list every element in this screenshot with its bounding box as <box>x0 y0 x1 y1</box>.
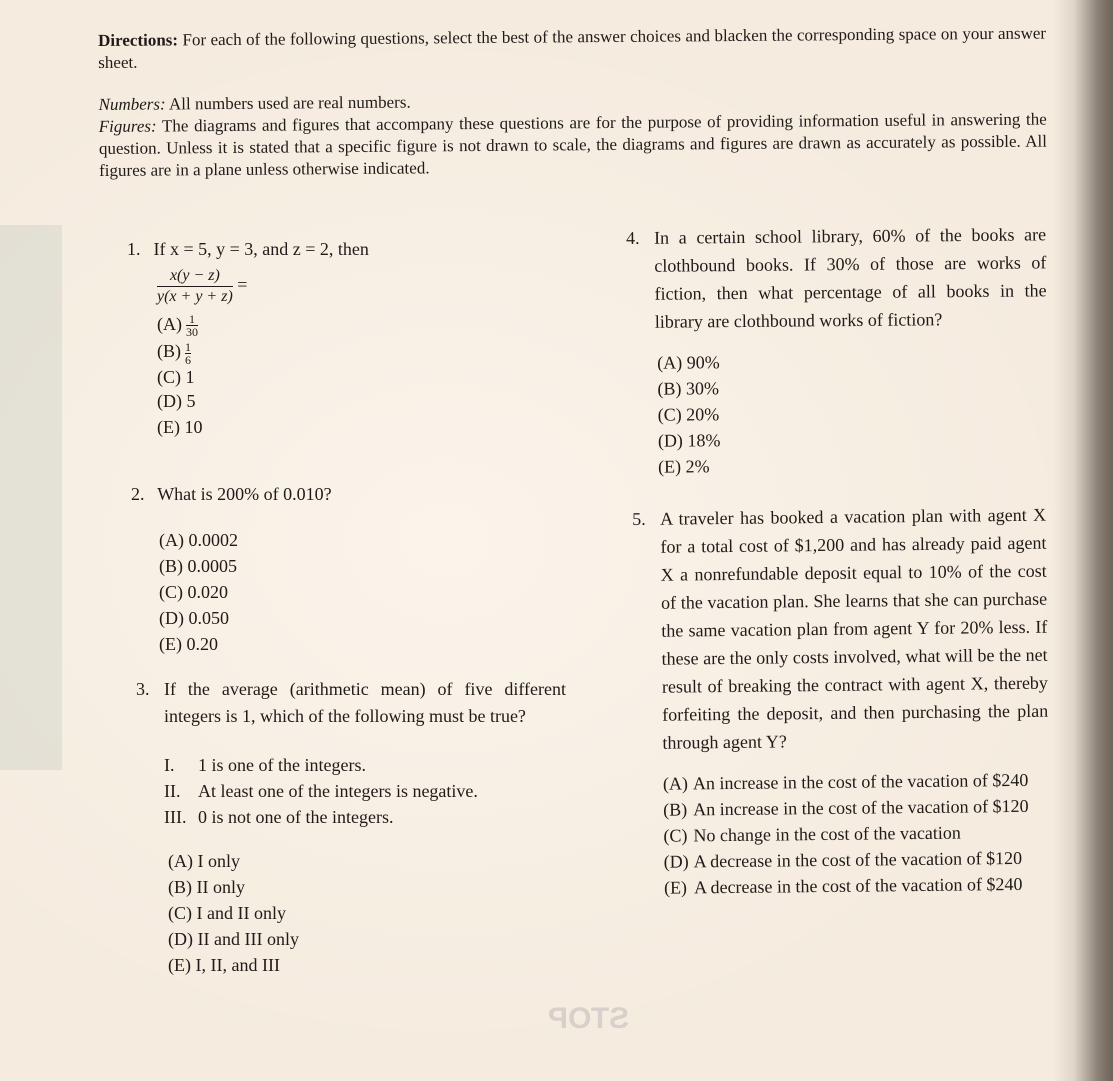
question-3 <box>136 676 566 978</box>
answer-choice-e[interactable] <box>664 871 1050 901</box>
choice-letter: (B) <box>168 877 192 897</box>
numerator: 1 <box>185 339 191 354</box>
statement-numeral: II. <box>164 781 181 801</box>
choice-text: 30% <box>685 378 720 399</box>
choice-letter: (C) <box>157 366 181 387</box>
fraction <box>157 266 233 307</box>
equals-sign: = <box>237 274 248 295</box>
choice-letter: (E) <box>159 634 182 654</box>
answer-choice-b[interactable] <box>168 874 566 900</box>
choice-letter: (B) <box>663 799 688 820</box>
question-stem: If the average (arithmetic mean) of five different integers is 1, which of the following must be true? <box>164 679 566 726</box>
directions-block <box>98 23 1047 182</box>
question-number: 3. <box>136 679 150 699</box>
choice-text: 1 <box>185 366 195 387</box>
statement-text: 1 is one of the integers. <box>198 755 366 775</box>
choice-letter: (C) <box>159 582 183 602</box>
expression <box>157 266 427 307</box>
answer-choice-b[interactable] <box>657 372 1047 401</box>
choice-letter: (C) <box>168 903 192 923</box>
choice-text: I and II only <box>196 903 286 923</box>
statement-numeral: I. <box>164 755 175 775</box>
statement-ii <box>164 778 566 804</box>
choice-text: 10 <box>184 416 203 437</box>
choice-letter: (D) <box>159 608 184 628</box>
answer-choice-a[interactable] <box>657 346 1047 375</box>
answer-choice-b[interactable] <box>663 793 1049 823</box>
choice-letter: (A) <box>168 851 193 871</box>
choice-text: A decrease in the cost of the vacation of $120 <box>693 847 1023 872</box>
answer-choice-e[interactable] <box>168 952 566 978</box>
numbers-label: Numbers: <box>98 94 166 114</box>
choice-letter: (A) <box>657 352 683 373</box>
choice-text: An increase in the cost of the vacation of $120 <box>693 795 1029 820</box>
statement-iii <box>164 804 566 830</box>
choice-letter: (D) <box>657 430 683 451</box>
choice-letter: (D) <box>663 851 689 872</box>
answer-choice-d[interactable] <box>168 926 566 952</box>
choice-letter: (C) <box>657 404 682 425</box>
choice-text: I, II, and III <box>195 955 280 975</box>
directions-text: For each of the following questions, select the best of the answer choices and blacken the corresponding space on your answer sheet. <box>98 23 1047 72</box>
question-1 <box>127 236 427 440</box>
answer-choice-c[interactable] <box>168 900 566 926</box>
choice-text: 0.020 <box>187 582 228 602</box>
answer-choice-d[interactable] <box>157 388 427 414</box>
choice-letter: (D) <box>157 390 182 411</box>
answer-choice-a[interactable] <box>168 848 566 874</box>
question-number: 5. <box>632 508 646 529</box>
question-stem: In a certain school library, 60% of the books are clothbound books. If 30% of those are works of fiction, then what percentage of all books in the library are clothbound works of fiction? <box>654 224 1047 332</box>
directions-label: Directions: <box>98 30 179 50</box>
statement-numeral: III. <box>164 807 187 827</box>
choice-letter: (B) <box>157 341 181 362</box>
question-5 <box>632 501 1050 901</box>
choice-text: 0.050 <box>188 608 229 628</box>
question-2 <box>131 481 451 657</box>
answer-choice-b[interactable] <box>159 553 451 579</box>
answer-choice-e[interactable] <box>159 631 451 657</box>
denominator: 6 <box>185 352 191 367</box>
choice-letter: (B) <box>159 556 183 576</box>
stop-watermark: STOP <box>548 1002 630 1035</box>
answer-choice-a[interactable] <box>157 311 427 338</box>
statement-text: At least one of the integers is negative. <box>198 781 478 801</box>
answer-choice-e[interactable] <box>157 414 427 440</box>
denominator: y(x + y + z) <box>157 288 233 305</box>
answer-choice-c[interactable] <box>157 366 427 388</box>
choice-letter: (E) <box>658 456 682 477</box>
denominator: 30 <box>186 325 198 340</box>
question-stem: A traveler has booked a vacation plan with agent X for a total cost of $1,200 and has already paid agent X a nonrefundable deposit equal to 10% of the cost of the vacation plan. She learns that she can purchase the same vacation plan from agent Y for 20% less. If these are the only costs involved, what will be the net result of breaking the contract with agent X, thereby forfeiting the deposit, and then purchasing the plan through agent Y? <box>660 504 1049 753</box>
choice-letter: (E) <box>168 955 191 975</box>
choice-text: 5 <box>186 390 196 411</box>
answer-choice-d[interactable] <box>664 845 1050 875</box>
choice-text: I only <box>197 851 240 871</box>
choice-text: A decrease in the cost of the vacation of $240 <box>693 873 1023 898</box>
question-number: 2. <box>131 484 145 504</box>
numerator: 1 <box>186 313 198 326</box>
question-4 <box>626 220 1048 480</box>
choice-letter: (B) <box>657 378 682 399</box>
book-binding-shadow <box>1053 0 1113 1081</box>
statement-i <box>164 752 566 778</box>
choice-text: 0.0002 <box>188 530 238 550</box>
question-number: 4. <box>626 227 640 248</box>
choice-letter: (A) <box>159 530 184 550</box>
choice-letter: (E) <box>157 416 180 437</box>
choice-text: II and III only <box>197 929 299 949</box>
choice-text: 2% <box>685 456 710 477</box>
choice-text: 90% <box>686 352 720 373</box>
fraction <box>185 341 191 366</box>
choice-letter: (E) <box>663 877 688 898</box>
answer-choice-c[interactable] <box>663 819 1049 849</box>
numbers-text: All numbers used are real numbers. <box>165 92 411 114</box>
choice-text: 0.0005 <box>187 556 237 576</box>
choice-text: No change in the cost of the vacation <box>693 822 961 846</box>
question-stem: What is 200% of 0.010? <box>157 484 332 504</box>
answer-choice-d[interactable] <box>159 605 451 631</box>
answer-choice-d[interactable] <box>658 424 1048 453</box>
choice-text: 18% <box>687 430 721 451</box>
answer-choice-c[interactable] <box>159 579 451 605</box>
figures-text: The diagrams and figures that accompany these questions are for the purpose of providing information useful in answering the question. Unless it is stated that a specific figure is not drawn to scale, the diagrams and figures are drawn as accurately as possible. All figures are in a plane unless otherwise indicated. <box>98 109 1047 180</box>
choice-letter: (D) <box>168 929 193 949</box>
choice-letter: (C) <box>663 825 688 846</box>
question-stem: If x = 5, y = 3, and z = 2, then <box>153 239 369 259</box>
answer-choice-b[interactable] <box>157 338 427 365</box>
fraction <box>186 313 198 338</box>
answer-choice-c[interactable] <box>658 398 1048 427</box>
choice-text: An increase in the cost of the vacation of $240 <box>692 769 1029 794</box>
choice-text: II only <box>196 877 245 897</box>
choice-text: 0.20 <box>186 634 218 654</box>
figures-label: Figures: <box>98 116 157 136</box>
statement-text: 0 is not one of the integers. <box>198 807 394 827</box>
answer-choice-a[interactable] <box>663 767 1049 797</box>
question-number: 1. <box>127 239 141 259</box>
choice-letter: (A) <box>157 314 182 334</box>
choice-letter: (A) <box>662 773 689 794</box>
numerator: x(y − z) <box>157 266 233 287</box>
answer-choice-e[interactable] <box>658 450 1048 479</box>
choice-text: 20% <box>686 404 720 425</box>
scan-shadow-left <box>0 225 62 770</box>
answer-choice-a[interactable] <box>159 527 451 553</box>
